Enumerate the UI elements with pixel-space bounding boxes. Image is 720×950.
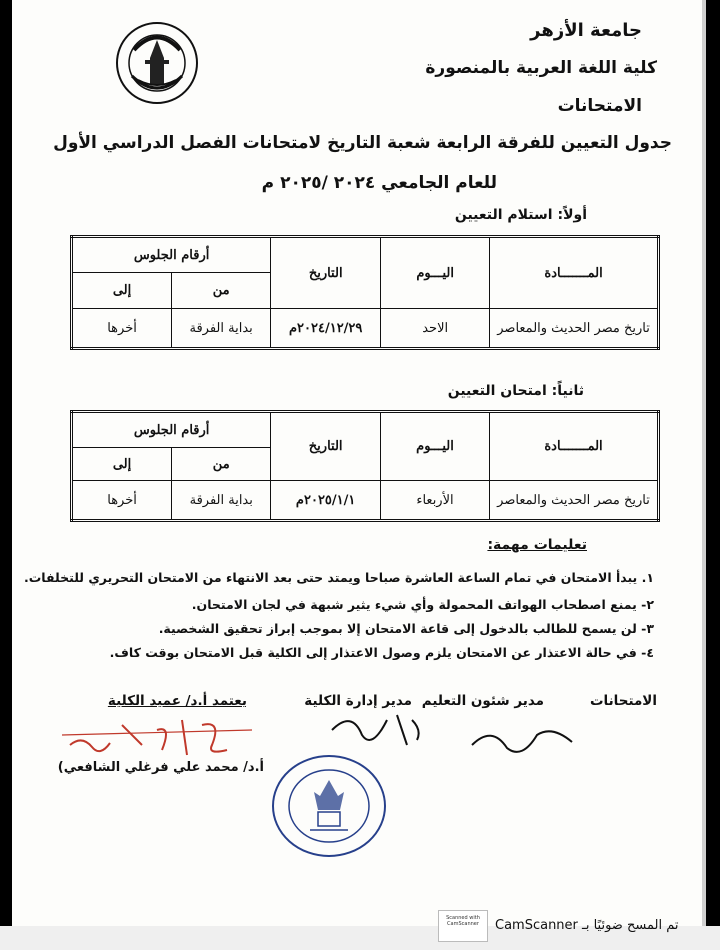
seats-header: أرقام الجلوس	[72, 237, 271, 273]
date-cell: ٢٠٢٤/١٢/٢٩م	[271, 309, 381, 349]
scanner-watermark: CamScanner تم المسح ضوئيًا بـ	[495, 918, 679, 933]
page-edge-shadow	[702, 0, 706, 926]
signature-education-affairs: مدير شئون التعليم	[421, 693, 544, 709]
subject-header: المـــــــادة	[490, 412, 659, 481]
subject-header: المـــــــادة	[490, 237, 659, 309]
document-page	[12, 0, 702, 926]
document-title: جدول التعيين للفرقة الرابعة شعبة التاريخ لامتحانات الفصل الدراسي الأول	[53, 133, 672, 153]
signature-exams: الامتحانات	[589, 693, 657, 709]
exam-schedule-table	[70, 410, 660, 522]
academic-year: للعام الجامعي ٢٠٢٤ /٢٠٢٥ م	[261, 173, 497, 193]
dean-name: أ.د/ محمد علي فرغلي الشافعي)	[57, 760, 264, 775]
handwritten-date-signature	[62, 705, 262, 765]
subject-cell: تاريخ مصر الحديث والمعاصر	[490, 309, 659, 349]
instruction-item: ١. يبدأ الامتحان في تمام الساعة العاشرة صباحا ويمتد حتى بعد الانتهاء من الامتحان التحريري للتخلفات.	[23, 570, 654, 585]
to-header: إلى	[72, 273, 172, 309]
faculty-name: كلية اللغة العربية بالمنصورة	[425, 58, 657, 78]
instruction-item: ٤- في حالة الاعتذار عن الامتحان يلزم وصول الاعتذار إلى الكلية قبل الامتحان بوقت كاف.	[109, 645, 654, 660]
scanner-badge	[438, 910, 488, 942]
date-cell: ٢٠٢٥/١/١م	[271, 481, 381, 521]
section-receive-heading: أولاً: استلام التعيين	[454, 207, 587, 223]
from-cell: بداية الفرقة	[172, 481, 271, 521]
day-header: اليـــوم	[380, 412, 489, 481]
university-logo	[114, 20, 200, 106]
day-header: اليـــوم	[381, 237, 490, 309]
date-header: التاريخ	[271, 237, 381, 309]
handwritten-admin-signature	[322, 700, 432, 755]
signature-faculty-admin: مدير إدارة الكلية	[304, 693, 412, 709]
seats-header: أرقام الجلوس	[72, 412, 271, 448]
instructions-heading: تعليمات مهمة:	[487, 537, 587, 553]
scanner-badge-text: Scanned with CamScanner	[446, 915, 480, 927]
signature-dean-label: يعتمد أ.د/ عميد الكلية	[107, 693, 247, 709]
official-stamp	[270, 752, 388, 860]
date-header: التاريخ	[271, 412, 381, 481]
to-cell: أخرها	[72, 481, 172, 521]
instruction-item: ٣- لن يسمح للطالب بالدخول إلى قاعة الامتحان إلا بموجب إبراز تحقيق الشخصية.	[158, 621, 654, 636]
to-header: إلى	[72, 448, 172, 481]
from-cell: بداية الفرقة	[172, 309, 271, 349]
department-name: الامتحانات	[557, 96, 642, 116]
instruction-item: ٢- يمنع اصطحاب الهواتف المحمولة وأي شيء يثير شبهة في لجان الامتحان.	[191, 597, 654, 612]
university-name: جامعة الأزهر	[530, 20, 642, 41]
receive-schedule-table	[70, 235, 660, 350]
from-header: من	[172, 273, 271, 309]
day-cell: الأربعاء	[380, 481, 489, 521]
from-header: من	[172, 448, 271, 481]
handwritten-affairs-signature	[462, 720, 582, 760]
section-exam-heading: ثانياً: امتحان التعيين	[447, 383, 584, 399]
to-cell: أخرها	[72, 309, 172, 349]
subject-cell: تاريخ مصر الحديث والمعاصر	[490, 481, 659, 521]
day-cell: الاحد	[381, 309, 490, 349]
